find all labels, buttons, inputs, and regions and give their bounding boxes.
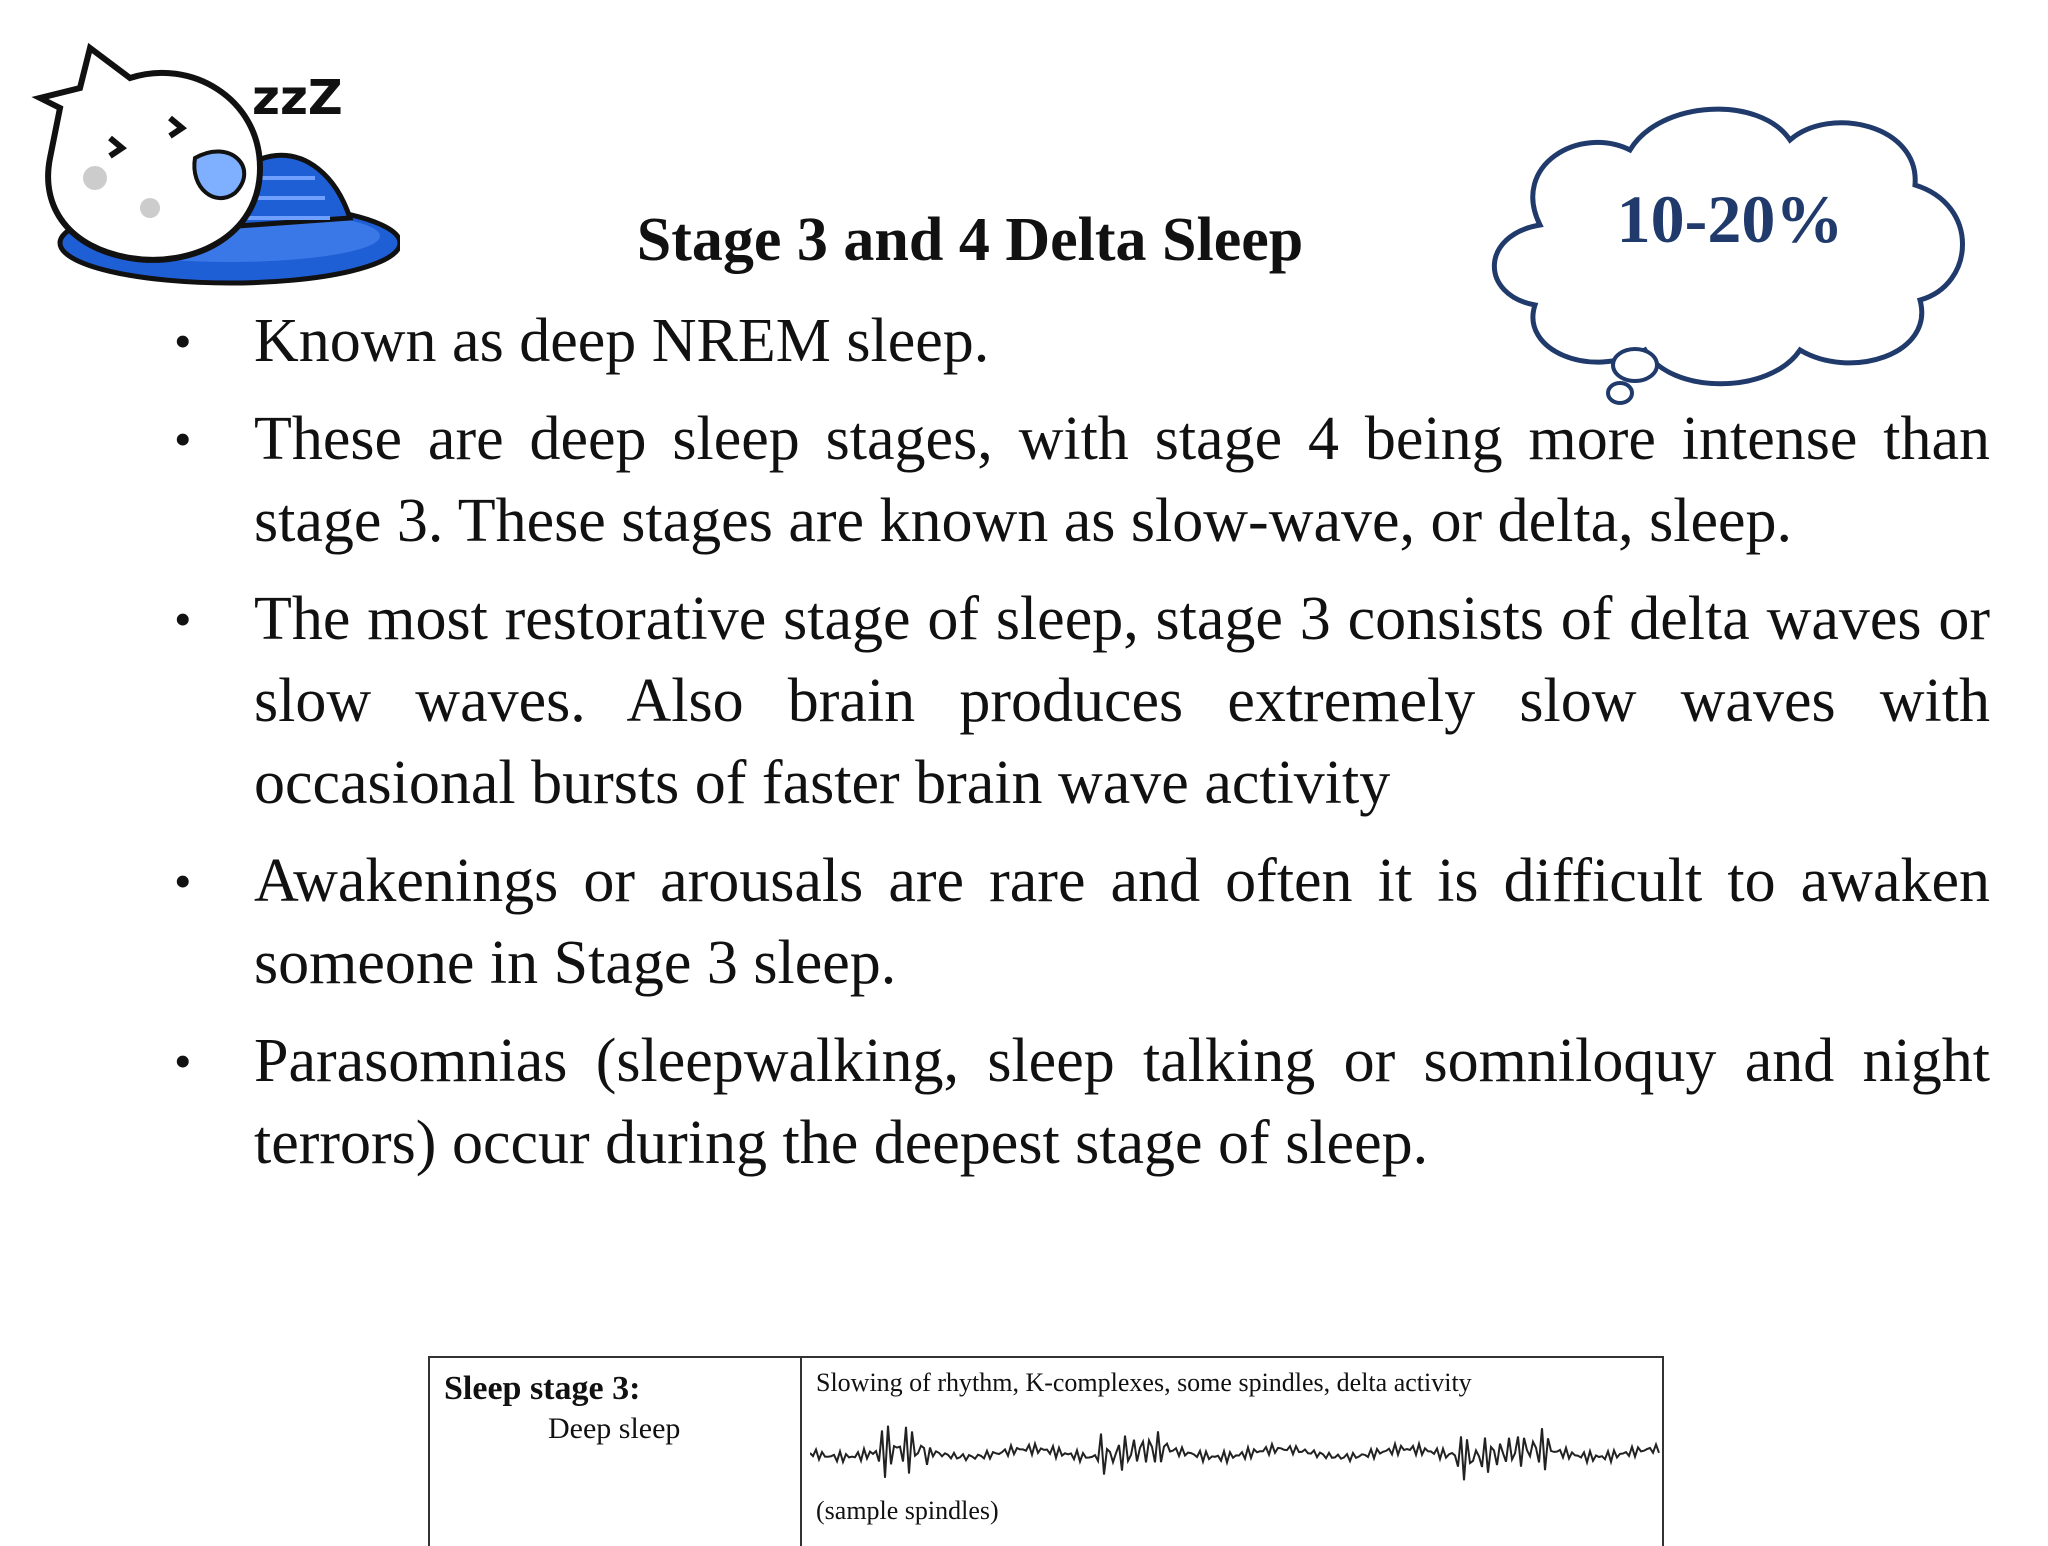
bullet-dot: •: [174, 1033, 192, 1089]
eeg-sample-label: (sample spindles): [816, 1496, 999, 1525]
sleeping-mascot-illustration: [20, 18, 400, 288]
eeg-waveform: [810, 1398, 1660, 1498]
bullet-item: • Awakenings or arousals are rare and often it is difficult to awaken someone in Stage 3 sleep.: [170, 840, 1990, 1004]
eeg-stage-label: Sleep stage 3:: [444, 1370, 641, 1407]
bullet-item: • The most restorative stage of sleep, stage 3 consists of delta waves or slow waves. Also brain produces extremely slow waves with occasional bursts of faster brain wave activity: [170, 578, 1990, 824]
bullet-item: • These are deep sleep stages, with stage 4 being more intense than stage 3. These stages are known as slow-wave, or delta, sleep.: [170, 398, 1990, 562]
zzz-text: zzZ: [252, 70, 343, 126]
eeg-panel: [428, 1356, 1664, 1546]
bullet-item: • Parasomnias (sleepwalking, sleep talking or somniloquy and night terrors) occur during the deepest stage of sleep.: [170, 1020, 1990, 1184]
eeg-stage-sub: Deep sleep: [548, 1412, 681, 1445]
bullet-dot: •: [174, 591, 192, 647]
bullet-list: [170, 300, 1990, 1200]
bullet-dot: •: [174, 313, 192, 369]
bullet-item: • Known as deep NREM sleep.: [170, 300, 1990, 382]
bullet-dot: •: [174, 853, 192, 909]
bullet-dot: •: [174, 411, 192, 467]
slide-title: Stage 3 and 4 Delta Sleep: [636, 206, 1304, 274]
eeg-label-cell: [430, 1358, 802, 1546]
eeg-description: Slowing of rhythm, K-complexes, some spindles, delta activity: [816, 1368, 1472, 1397]
cloud-percentage: 10-20%: [1616, 181, 1844, 257]
